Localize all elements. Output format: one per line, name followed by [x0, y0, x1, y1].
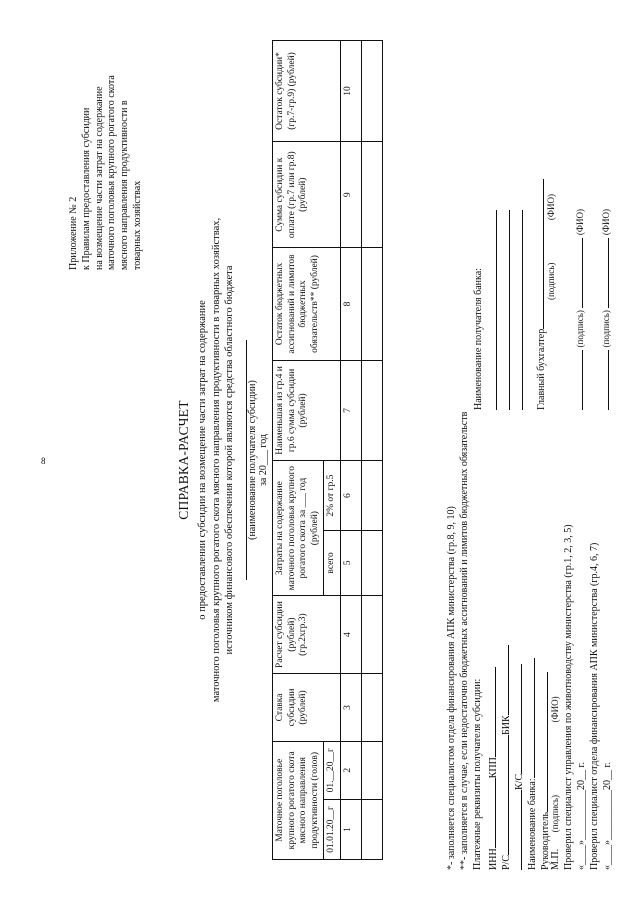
header-payable: Сумма субсидии к оплате (гр.7 или гр.8) (рублей)	[273, 141, 341, 247]
appendix-block	[68, 50, 145, 270]
table-cell	[361, 461, 382, 530]
year-line: за 20___ год	[258, 433, 269, 487]
footnote-2: **- заполняется в случае, если недостаточно бюджетных ассигнований и лимитов бюджетных обязательств	[459, 411, 470, 870]
sign-line-1	[571, 50, 584, 410]
checked-livestock: Проверил специалист управления по животноводству министерства (гр.1, 2, 3, 5)	[563, 524, 574, 870]
appendix-line: мясного направления продуктивности в	[119, 100, 131, 270]
signature-caption: (подпись)	[575, 310, 585, 348]
chief-accountant-label: Главный бухгалтер	[536, 328, 547, 410]
fio-caption: (ФИО)	[601, 209, 611, 236]
appendix-line: товарных хозяйствах	[131, 180, 143, 270]
checked-finance: Проверил специалист отдела финансирования АПК министерства (гр.4, 6, 7)	[589, 542, 600, 870]
header-livestock: Маточное поголовье крупного рогатого скота мясного направления продуктивности (голов)	[273, 741, 324, 859]
col-number: 3	[340, 674, 361, 741]
ks-label: К/С	[514, 773, 525, 790]
bank-name-label: Наименование банка:	[527, 778, 538, 870]
col-number: 8	[340, 248, 361, 360]
table-cell	[361, 741, 382, 799]
appendix-line: Приложение № 2	[68, 196, 79, 270]
header-remaining-budget: Остаток бюджетных ассигнований и лимитов бюджетных обязательств** (рублей)	[273, 248, 341, 360]
rs-label: Р/С	[501, 854, 512, 870]
col-number: 7	[340, 360, 361, 461]
fio-caption: (ФИО)	[546, 194, 556, 221]
fio-caption: (ФИО)	[575, 209, 585, 236]
date-line: «____»__________20__ г.	[602, 762, 613, 870]
sub-total: всего	[324, 530, 341, 595]
date-line: «____»__________20__ г.	[576, 762, 587, 870]
kpp-label: КПП	[488, 757, 499, 779]
signature-caption: (подпись)	[601, 310, 611, 348]
footnote-1: *- заполняется специалистом отдела финансирования АПК министерства (гр.8, 9, 10)	[446, 506, 457, 870]
appendix-line: маточного поголовья крупного рогатого скота	[106, 75, 118, 270]
page-number: 8	[41, 456, 46, 466]
header-calc: Расчет субсидии (рублей) (гр.2хгр.3)	[273, 595, 341, 673]
chief-accountant-row	[532, 50, 545, 410]
appendix-line: на возмещение части затрат на содержание	[93, 86, 105, 270]
rotated-document	[60, 40, 613, 880]
head-label: Руководитель	[540, 811, 551, 870]
col-number: 9	[340, 141, 361, 247]
inn-label: ИНН	[488, 848, 499, 870]
header-remainder: Остаток субсидии* (гр.7-гр.9) (рублей)	[273, 41, 341, 142]
table-cell	[361, 41, 382, 142]
table-cell	[361, 141, 382, 247]
subtitle-line: о предоставлении субсидии на возмещение части затрат на содержание	[197, 300, 208, 620]
recipient-bank-label: Наименование получателя банка:	[473, 268, 484, 410]
recipient-caption: (наименование получателя субсидии)	[246, 40, 260, 880]
col-number: 1	[340, 799, 361, 859]
chief-sign-captions	[545, 50, 558, 410]
table-cell	[361, 530, 382, 595]
header-min: Наименьшая из гр.4 и гр.6 сумма субсидии (рублей)	[273, 360, 341, 461]
table-cell	[361, 674, 382, 741]
header-rate: Ставка субсидии (рублей)	[273, 674, 341, 741]
subtitle-line: источником финансового обеспечения которой являются средства областного бюджета	[224, 265, 236, 655]
bank-right-block	[472, 50, 610, 410]
mp-label: М.П.	[550, 848, 561, 870]
col-number: 5	[340, 530, 361, 595]
payment-details: Платежные реквизиты получателя субсидии:	[472, 678, 483, 870]
date-start: 01.01.20__г	[324, 799, 341, 859]
table-cell	[361, 595, 382, 673]
document-subtitle	[196, 40, 237, 880]
bik-label: БИК	[501, 715, 512, 735]
col-number: 4	[340, 595, 361, 673]
subtitle-line: маточного поголовья крупного рогатого скота мясного направления продуктивности в товарных хозяйствах,	[210, 217, 222, 703]
signature-caption: (подпись)	[550, 795, 560, 833]
signature-caption: (подпись)	[546, 262, 556, 300]
table-cell	[361, 799, 382, 859]
document-title: СПРАВКА-РАСЧЕТ	[176, 400, 191, 520]
col-number: 6	[340, 461, 361, 530]
col-number: 10	[340, 41, 361, 142]
sub-percent: 2% от гр.5	[324, 461, 341, 530]
col-number: 2	[340, 741, 361, 799]
calculation-table	[272, 40, 383, 860]
date-end: 01.__20__г	[324, 741, 341, 799]
table-cell	[361, 248, 382, 360]
table-cell	[361, 360, 382, 461]
fio-caption: (ФИО)	[550, 696, 560, 723]
appendix-line: к Правилам предоставления субсидии	[80, 107, 92, 270]
header-costs: Затраты на содержание маточного поголовья крупного рогатого скота за ___ год (рублей)	[273, 461, 324, 595]
sign-line-2	[597, 50, 610, 410]
